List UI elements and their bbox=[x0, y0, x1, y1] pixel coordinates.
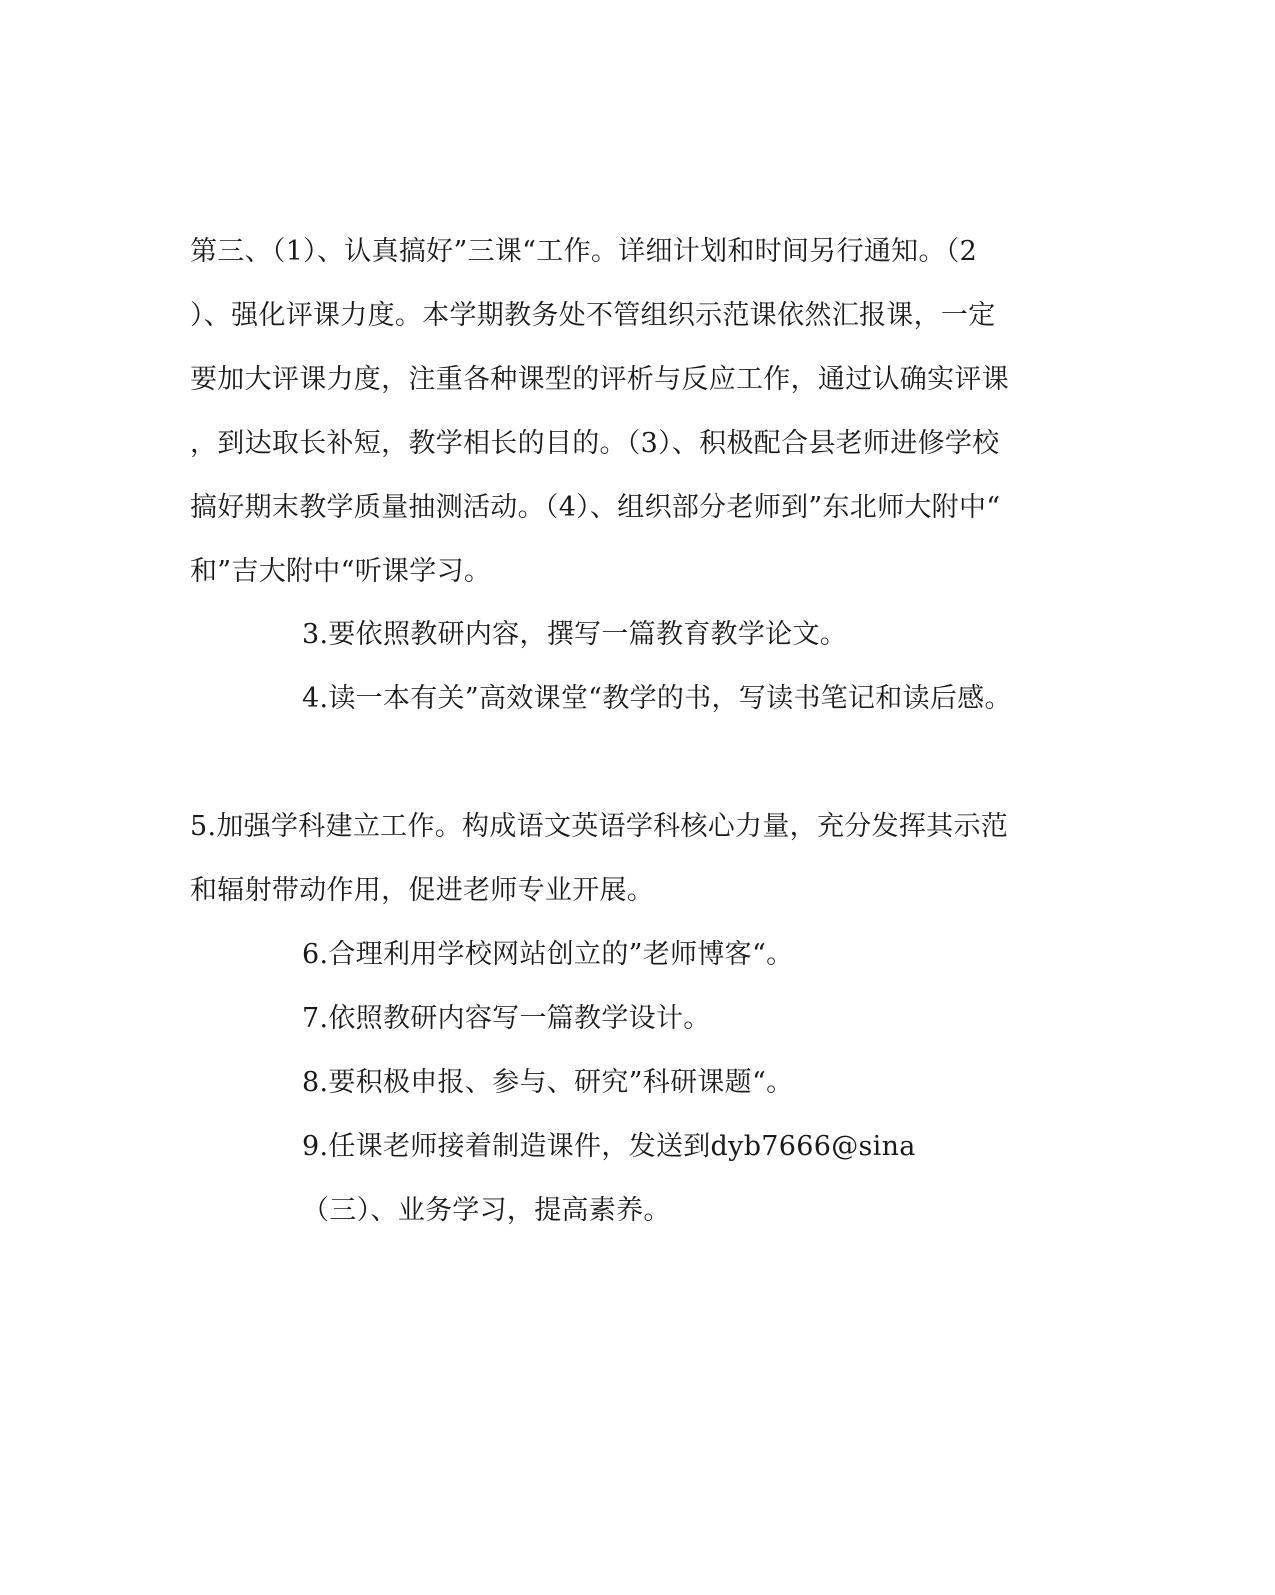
list-item-8: 8.要积极申报、参与、研究”科研课题“。 bbox=[302, 1067, 794, 1098]
list-item-5-continued: 和辐射带动作用，促进老师专业开展。 bbox=[190, 875, 655, 906]
list-item-7: 7.依照教研内容写一篇教学设计。 bbox=[302, 1003, 711, 1034]
list-item-9: 9.任课老师接着制造课件，发送到dyb7666@sina bbox=[302, 1131, 916, 1162]
list-item-5: 5.加强学科建立工作。构成语文英语学科核心力量，充分发挥其示范 bbox=[190, 811, 1009, 842]
paragraph-line: 第三、（1）、认真搞好”三课“工作。详细计划和时间另行通知。（2 bbox=[190, 236, 978, 267]
list-item-4: 4.读一本有关”高效课堂“教学的书，写读书笔记和读后感。 bbox=[302, 683, 1012, 714]
section-heading: （三）、业务学习，提高素养。 bbox=[302, 1195, 671, 1226]
paragraph-line: 搞好期末教学质量抽测活动。（4）、组织部分老师到”东北师大附中“ bbox=[190, 492, 1001, 523]
paragraph-line: ，到达取长补短，教学相长的目的。（3）、积极配合县老师进修学校 bbox=[190, 428, 1000, 459]
paragraph-line: ）、强化评课力度。本学期教务处不管组织示范课依然汇报课，一定 bbox=[190, 300, 996, 331]
list-item-6: 6.合理利用学校网站创立的”老师博客“。 bbox=[302, 939, 794, 970]
paragraph-line: 要加大评课力度，注重各种课型的评析与反应工作，通过认确实评课 bbox=[190, 364, 1009, 395]
list-item-3: 3.要依照教研内容，撰写一篇教育教学论文。 bbox=[302, 619, 848, 650]
paragraph-line: 和”吉大附中“听课学习。 bbox=[190, 556, 492, 587]
